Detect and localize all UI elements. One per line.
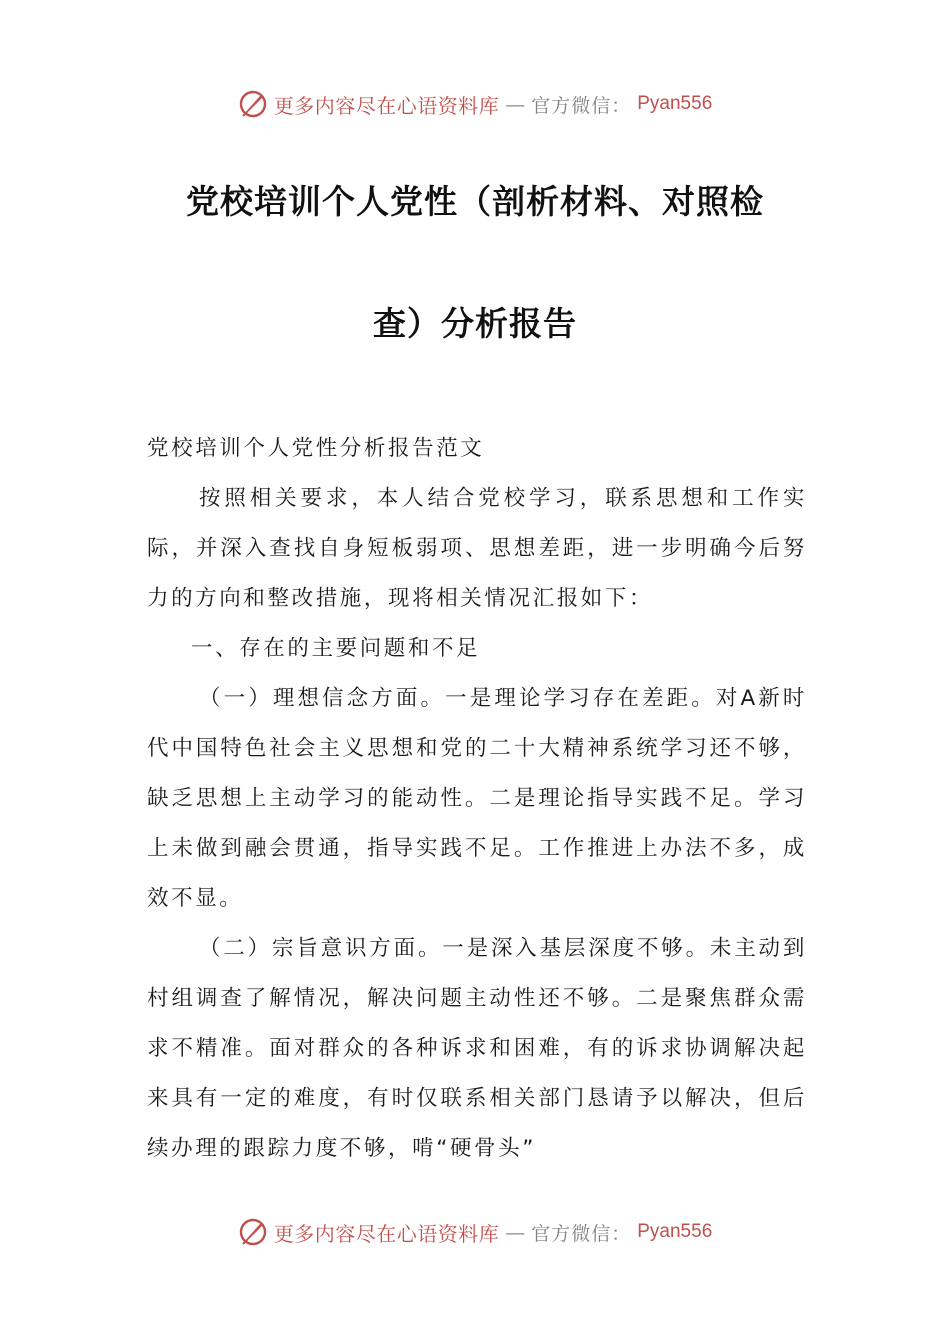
section-heading-1: 一、存在的主要问题和不足 — [191, 636, 481, 661]
quill-pen-logo-icon — [238, 89, 268, 119]
document-title-line-2: 查）分析报告 — [373, 304, 577, 343]
watermark-main-text: 更多内容尽在心语资料库 — [273, 93, 500, 118]
paragraph-purpose-awareness: （二）宗旨意识方面。一是深入基层深度不够。未主动到村组调查了解情况，解决问题主动性还不够。二是聚焦群众需求不精准。面对群众的各种诉求和困难，有的诉求协调解决起来具有一定的难度，有时仅联系相关部门恳请予以解决，但后续办理的跟踪力度不够，啃“硬骨头” — [147, 936, 807, 1161]
document-body — [147, 424, 807, 1174]
watermark-main-text: 更多内容尽在心语资料库 — [273, 1221, 500, 1246]
watermark-wechat-id: Pyan556 — [637, 1221, 713, 1242]
watermark-separator: — — [505, 92, 526, 116]
watermark-wechat-label: 官方微信： — [531, 1222, 632, 1245]
footer-watermark — [0, 1212, 950, 1252]
watermark-wechat-label: 官方微信： — [531, 94, 632, 117]
watermark-separator: — — [505, 1220, 526, 1244]
document-subtitle: 党校培训个人党性分析报告范文 — [147, 436, 485, 461]
watermark-wechat-id: Pyan556 — [637, 93, 713, 114]
document-title-line-1: 党校培训个人党性（剖析材料、对照检 — [186, 182, 764, 221]
paragraph-ideals-beliefs: （一）理想信念方面。一是理论学习存在差距。对A新时代中国特色社会主义思想和党的二十大精神系统学习还不够，缺乏思想上主动学习的能动性。二是理论指导实践不足。学习上未做到融会贯通，指导实践不足。工作推进上办法不多，成效不显。 — [147, 686, 807, 911]
header-watermark — [0, 84, 950, 124]
quill-pen-logo-icon — [238, 1217, 268, 1247]
paragraph-intro: 按照相关要求，本人结合党校学习，联系思想和工作实际，并深入查找自身短板弱项、思想差距，进一步明确今后努力的方向和整改措施，现将相关情况汇报如下： — [147, 486, 807, 611]
